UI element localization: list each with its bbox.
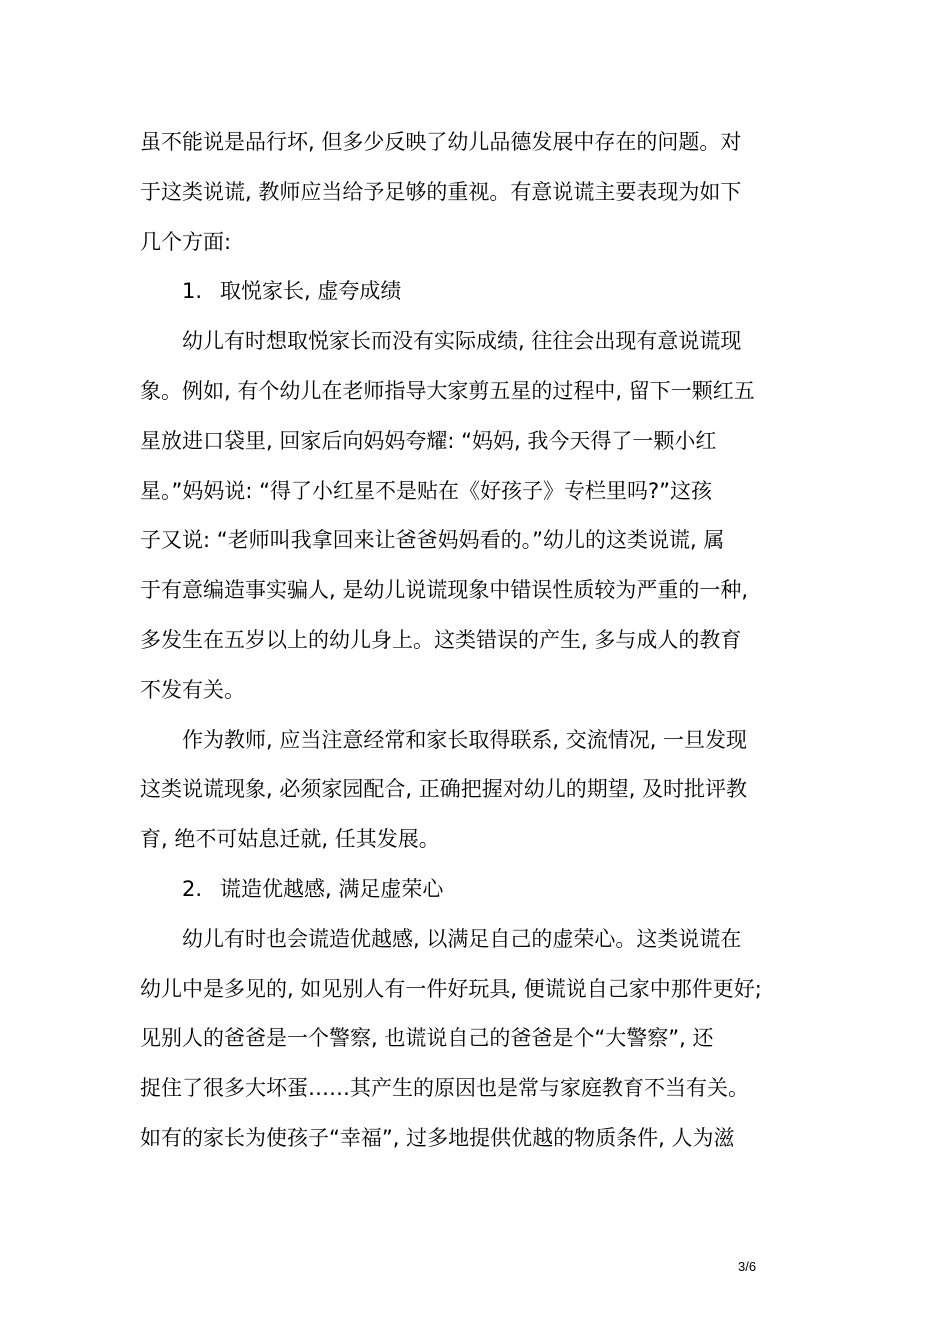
- text-line: 幼儿中是多见的, 如见别人有一件好玩具, 便谎说自己家中那件更好;: [140, 976, 762, 1001]
- text-line: 于有意编造事实骗人, 是幼儿说谎现象中错误性质较为严重的一种,: [140, 578, 749, 603]
- text-line: 星。”妈妈说: “得了小红星不是贴在《好孩子》专栏里吗?”这孩: [140, 478, 713, 503]
- paragraph-start: 作为教师, 应当注意经常和家长取得联系, 交流情况, 一旦发现: [182, 727, 748, 752]
- heading-text: 取悦家长, 虚夸成绩: [220, 279, 402, 304]
- text-line: 捉住了很多大坏蛋……其产生的原因也是常与家庭教育不当有关。: [140, 1076, 749, 1101]
- text-line: 几个方面:: [140, 229, 232, 254]
- text-line: 这类说谎现象, 必须家园配合, 正确把握对幼儿的期望, 及时批评教: [140, 777, 748, 802]
- text-line: 虽不能说是品行坏, 但多少反映了幼儿品德发展中存在的问题。对: [140, 130, 742, 154]
- document-body: [140, 118, 830, 1164]
- text-line: 如有的家长为使孩子“幸福”, 过多地提供优越的物质条件, 人为滋: [140, 1125, 735, 1150]
- text-line: 于这类说谎, 教师应当给予足够的重视。有意说谎主要表现为如下: [140, 179, 742, 204]
- text-line: 不发有关。: [140, 677, 245, 702]
- text-line: 星放进口袋里, 回家后向妈妈夸耀: “妈妈, 我今天得了一颗小红: [140, 428, 717, 453]
- section-heading-1: [140, 267, 830, 317]
- paragraph-start: 幼儿有时想取悦家长而没有实际成绩, 往往会出现有意说谎现: [182, 329, 742, 354]
- paragraph-start: 幼儿有时也会谎造优越感, 以满足自己的虚荣心。这类说谎在: [182, 926, 742, 951]
- text-line: 见别人的爸爸是一个警察, 也谎说自己的爸爸是个“大警察”, 还: [140, 1026, 714, 1051]
- page-number: 3/6: [738, 1259, 757, 1274]
- text-line: 象。例如, 有个幼儿在老师指导大家剪五星的过程中, 留下一颗红五: [140, 378, 755, 403]
- text-line: 子又说: “老师叫我拿回来让爸爸妈妈看的。”幼儿的这类说谎, 属: [140, 528, 725, 553]
- heading-number: 2.: [182, 876, 203, 901]
- text-line: 育, 绝不可姑息迁就, 任其发展。: [140, 827, 440, 852]
- heading-text: 谎造优越感, 满足虚荣心: [220, 876, 444, 901]
- text-line: 多发生在五岁以上的幼儿身上。这类错误的产生, 多与成人的教育: [140, 627, 742, 652]
- section-heading-2: [140, 865, 830, 915]
- heading-number: 1.: [182, 279, 203, 304]
